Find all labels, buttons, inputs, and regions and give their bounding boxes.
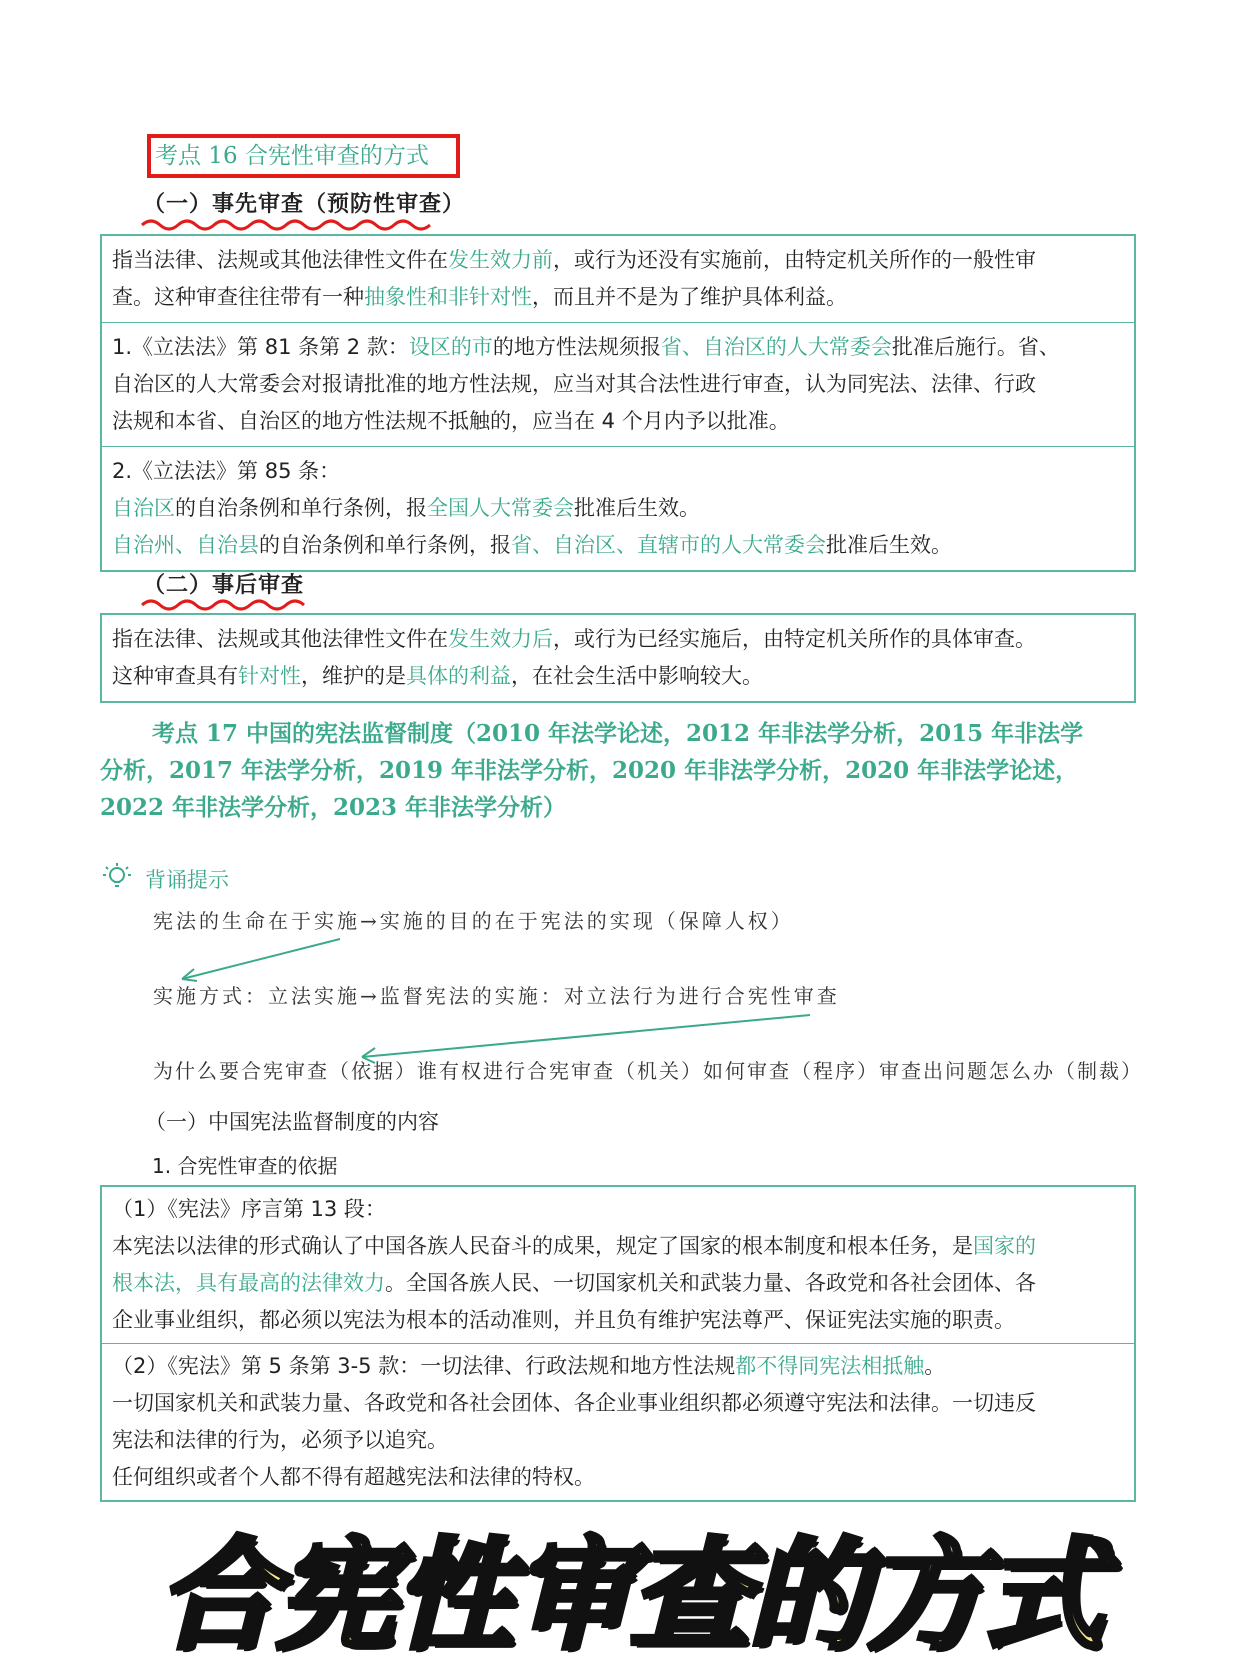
text-line	[112, 527, 1124, 564]
body-text: 的地方性法规须报	[492, 335, 661, 359]
body-text: （2）《宪法》第 5 条第 3-5 款：一切法律、行政法规和地方性法规	[112, 1354, 736, 1378]
highlight-text: 设区的市	[408, 335, 493, 359]
body-text: 批准后施行。省、	[891, 335, 1060, 359]
tips-line-1: 宪法的生命在于实施→实施的目的在于宪法的实现（保障人权）	[153, 909, 794, 933]
body-text: ，或行为还没有实施前，由特定机关所作的一般性审	[553, 248, 1036, 272]
text-line	[112, 1385, 1124, 1422]
basis-box	[100, 1185, 1136, 1502]
highlight-text: 省、自治区、直辖市的人大常委会	[511, 533, 826, 557]
body-text: 一切国家机关和武装力量、各政党和各社会团体、各企业事业组织都必须遵守宪法和法律。一切违反	[112, 1391, 1036, 1415]
subsection-content-title: （一）中国宪法监督制度的内容	[145, 1110, 439, 1134]
text-line	[112, 403, 1124, 440]
constitution-preamble	[102, 1187, 1134, 1343]
body-text: 批准后生效。	[574, 496, 700, 520]
text-line	[112, 242, 1124, 279]
highlight-text: 自治州、自治县	[112, 533, 259, 557]
section-2-title: （二）事后审查	[143, 572, 305, 598]
pre-review-box	[100, 234, 1136, 572]
body-text: ，而且并不是为了维护具体利益。	[532, 285, 847, 309]
body-text: 1.《立法法》第 81 条第 2 款：	[112, 335, 409, 359]
body-text: ，或行为已经实施后，由特定机关所作的具体审查。	[553, 627, 1036, 651]
text-line	[112, 1348, 1124, 1385]
body-text: 这种审查具有	[112, 664, 238, 688]
text-line	[112, 366, 1124, 403]
lightbulb-icon	[100, 860, 134, 894]
text-line	[112, 1422, 1124, 1459]
body-text: ，维护的是	[301, 664, 406, 688]
body-text: （1）《宪法》序言第 13 段：	[112, 1197, 386, 1221]
text-line	[112, 1302, 1124, 1339]
body-text: 指当法律、法规或其他法律性文件在	[112, 248, 448, 272]
body-text: 2.《立法法》第 85 条：	[112, 459, 341, 483]
highlight-text: 具体的利益	[406, 664, 511, 688]
highlight-text: 都不得同宪法相抵触	[735, 1354, 925, 1378]
body-text: 法规和本省、自治区的地方性法规不抵触的，应当在 4 个月内予以批准。	[112, 409, 790, 433]
text-line	[112, 1265, 1124, 1302]
body-text: ，在社会生活中影响较大。	[511, 664, 763, 688]
body-text: 查。这种审查往往带有一种	[112, 285, 364, 309]
highlight-text: 省、自治区的人大常委会	[660, 335, 892, 359]
subsection-basis-title: 1. 合宪性审查的依据	[152, 1154, 338, 1178]
heading-16: 考点 16 合宪性审查的方式	[147, 134, 460, 178]
text-line	[112, 658, 1124, 695]
text-line	[112, 279, 1124, 316]
highlight-text: 发生效力后	[448, 627, 553, 651]
text-line	[112, 621, 1124, 658]
pre-review-intro	[102, 236, 1134, 322]
post-review-box	[100, 613, 1136, 703]
text-line	[112, 1191, 1124, 1228]
body-text: 任何组织或者个人都不得有超越宪法和法律的特权。	[112, 1465, 595, 1489]
body-text: 批准后生效。	[826, 533, 952, 557]
body-text: 自治区的人大常委会对报请批准的地方性法规，应当对其合法性进行审查，认为同宪法、法律、行政	[112, 372, 1036, 396]
highlight-text: 自治区	[112, 496, 175, 520]
section-1-title: （一）事先审查（预防性审查）	[143, 191, 466, 217]
wavy-underline-1	[140, 218, 440, 232]
tips-line-3: 为什么要合宪审查（依据）谁有权进行合宪审查（机关）如何审查（程序）审查出问题怎么办（制裁）	[153, 1059, 1143, 1083]
text-line	[112, 490, 1124, 527]
text-line	[112, 453, 1124, 490]
legislation-law-81	[102, 322, 1134, 446]
body-text: 宪法和法律的行为，必须予以追究。	[112, 1428, 448, 1452]
legislation-law-85	[102, 446, 1134, 570]
constitution-article-5	[102, 1343, 1134, 1500]
tips-arrows	[170, 925, 890, 1065]
text-line	[112, 329, 1124, 366]
body-text: 的自治条例和单行条例，报	[175, 496, 427, 520]
body-text: 的自治条例和单行条例，报	[259, 533, 511, 557]
body-text: 企业事业组织，都必须以宪法为根本的活动准则，并且负有维护宪法尊严、保证宪法实施的职责。	[112, 1308, 1015, 1332]
tips-line-2: 实施方式：立法实施→监督宪法的实施：对立法行为进行合宪性审查	[153, 984, 840, 1008]
overlay-title: 合宪性审查的方式	[158, 1527, 1102, 1666]
highlight-text: 发生效力前	[448, 248, 553, 272]
body-text: 指在法律、法规或其他法律性文件在	[112, 627, 448, 651]
highlight-text: 国家的	[973, 1234, 1036, 1258]
heading-17: 考点 17 中国的宪法监督制度（2010 年法学论述，2012 年非法学分析，2015 年非法学 分析，2017 年法学分析，2019 年非法学分析，2020 年非法学分析，2020 年非法学论述， 2022 年非法学分析，2023 年非法学分析）	[100, 720, 1084, 821]
highlight-text: 针对性	[238, 664, 301, 688]
body-text: 。全国各族人民、一切国家机关和武装力量、各政党和各社会团体、各	[385, 1271, 1036, 1295]
highlight-text: 根本法，具有最高的法律效力	[112, 1271, 385, 1295]
text-line	[112, 1459, 1124, 1496]
highlight-text: 全国人大常委会	[427, 496, 574, 520]
text-line	[112, 1228, 1124, 1265]
body-text: 。	[924, 1354, 946, 1378]
tips-label: 背诵提示	[145, 868, 229, 892]
highlight-text: 抽象性和非针对性	[364, 285, 532, 309]
post-review-intro	[102, 615, 1134, 701]
body-text: 本宪法以法律的形式确认了中国各族人民奋斗的成果，规定了国家的根本制度和根本任务，是	[112, 1234, 973, 1258]
wavy-underline-2	[140, 598, 315, 612]
